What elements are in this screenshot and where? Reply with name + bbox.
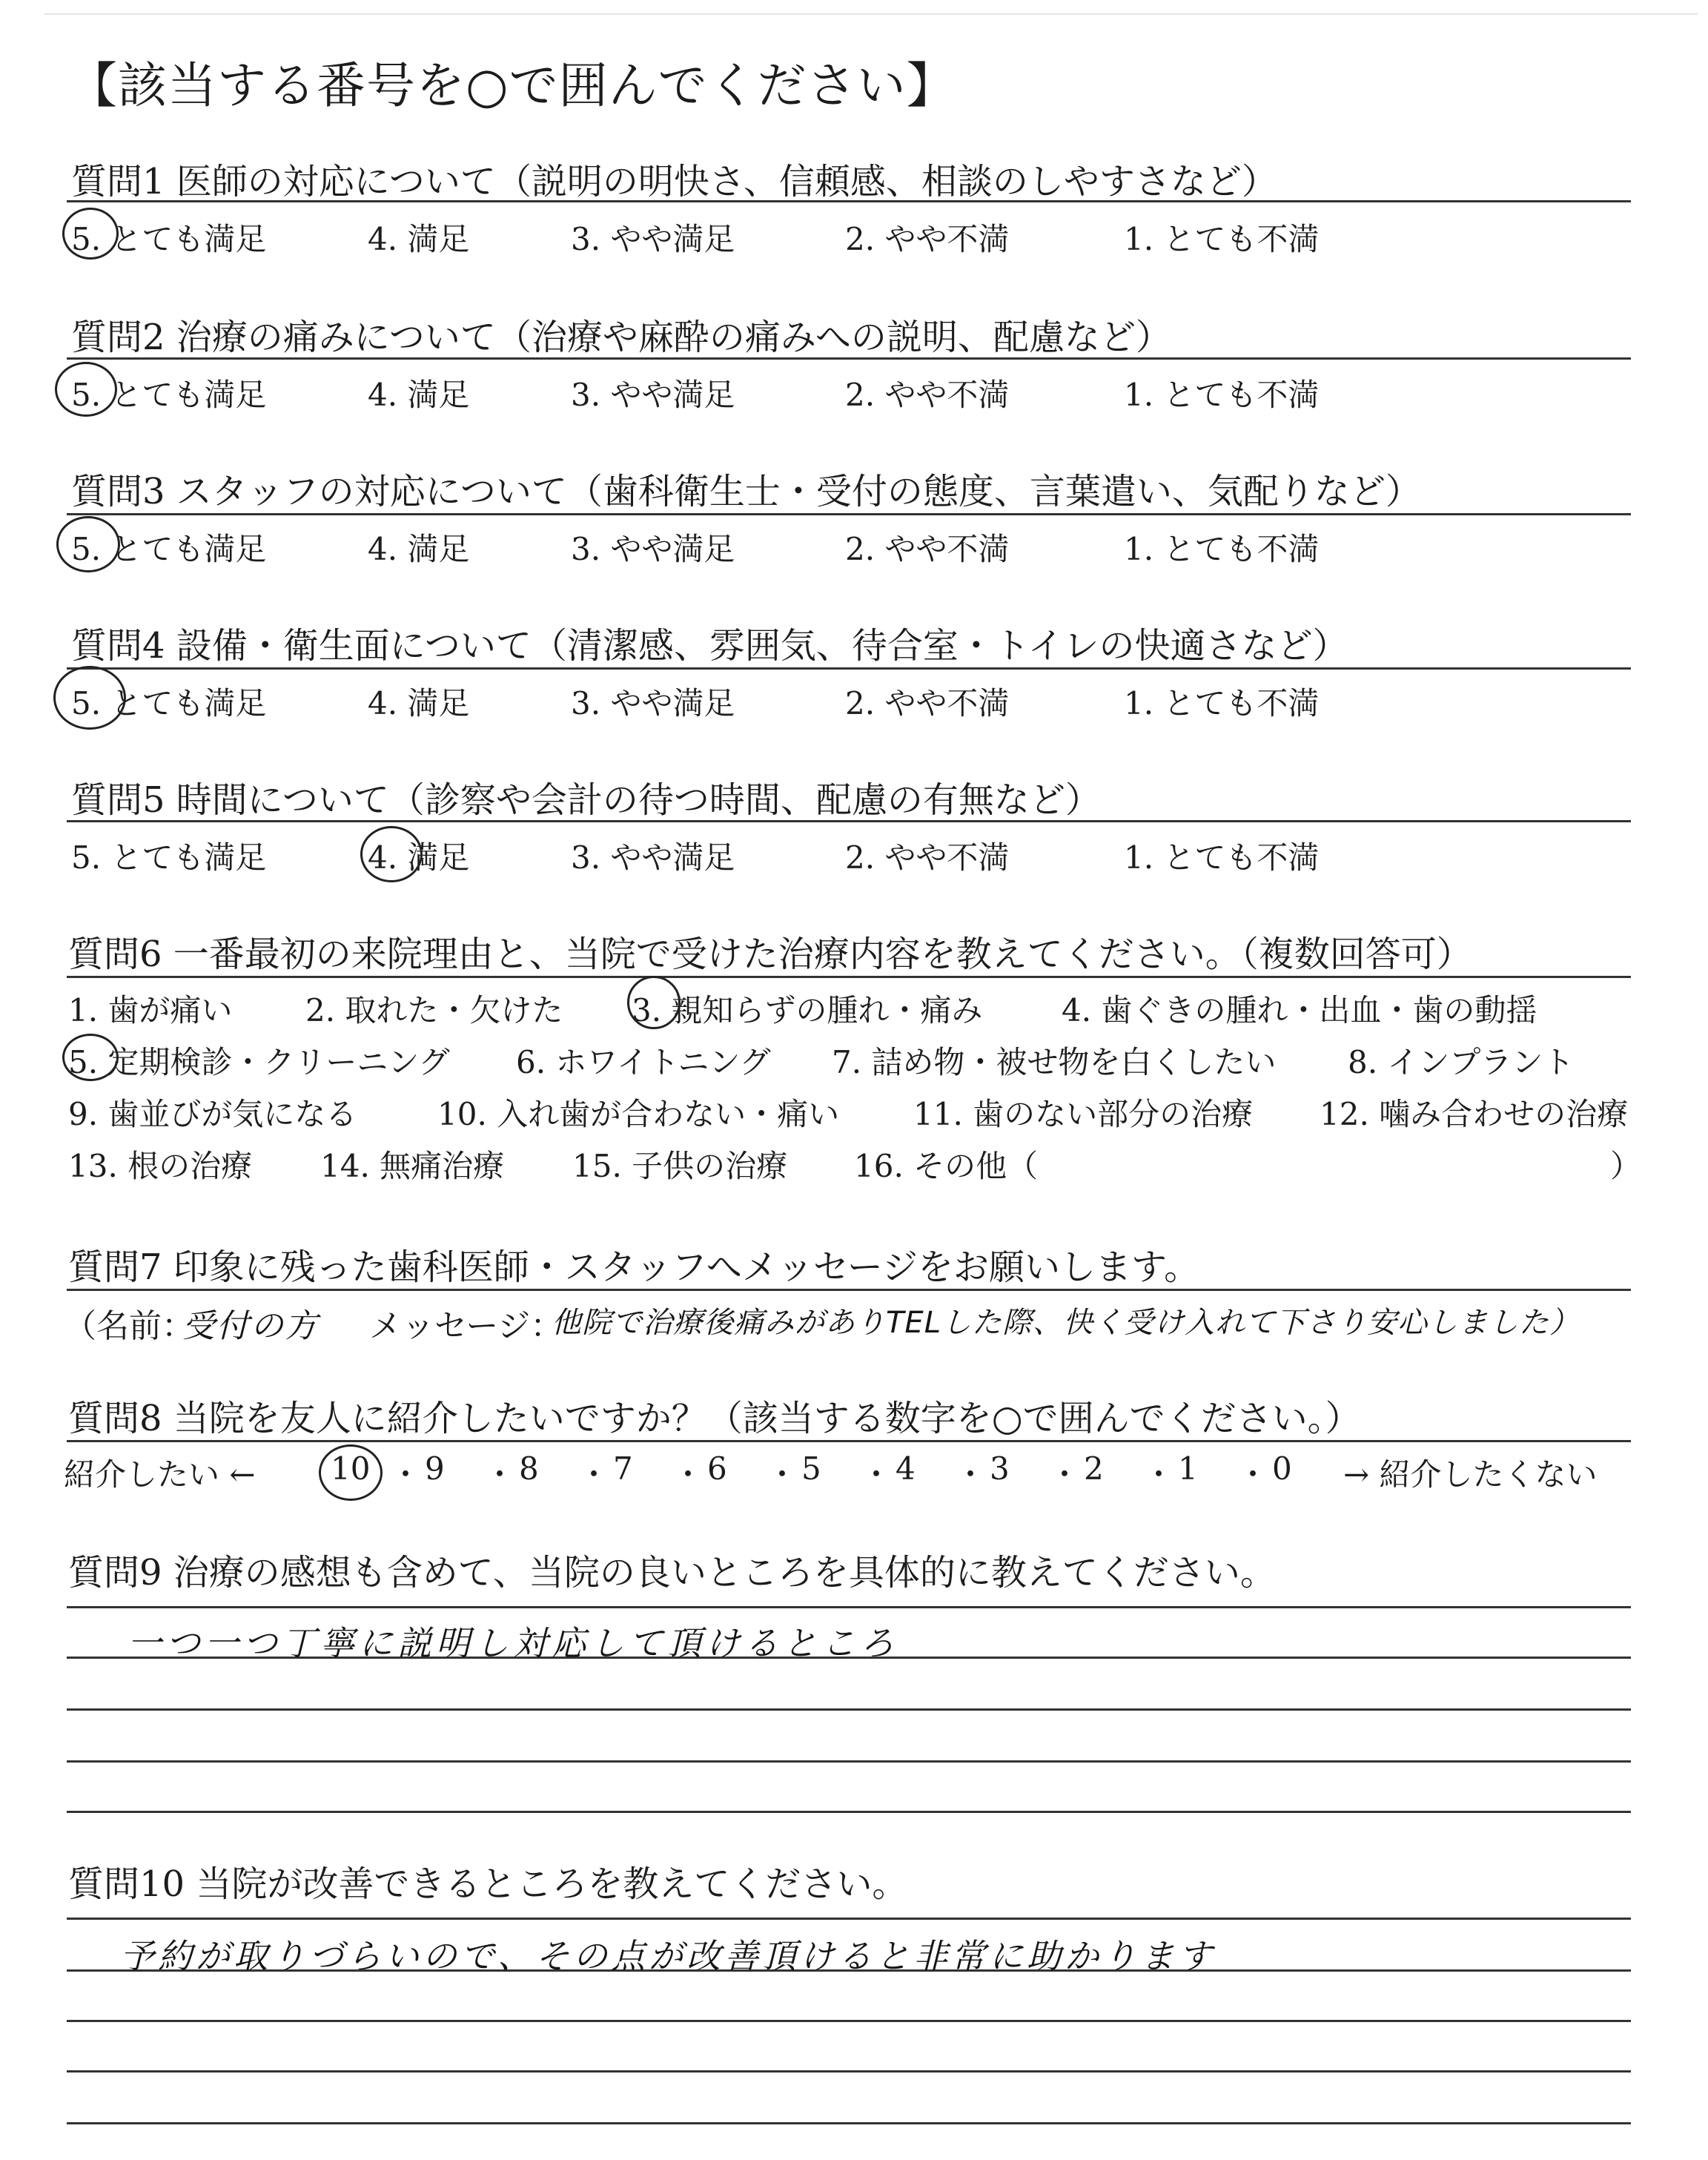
- q6-option-5[interactable]: 5. 定期検診・クリーニング: [68, 1044, 450, 1080]
- q1-option-2[interactable]: 2. やや不満: [845, 221, 1010, 257]
- q8-selected-circle: [319, 1444, 383, 1501]
- q8-scale-separator: ・: [1237, 1456, 1269, 1493]
- q6-option-8[interactable]: 8. インプラント: [1348, 1044, 1575, 1080]
- q6-option-1[interactable]: 1. 歯が痛い: [68, 992, 233, 1028]
- q6-option-4[interactable]: 4. 歯ぐきの腫れ・出血・歯の動揺: [1062, 992, 1537, 1028]
- q8-scale-separator: ・: [390, 1456, 422, 1493]
- q7-rule: [67, 1289, 1631, 1291]
- q4-option-2[interactable]: 2. やや不満: [845, 685, 1010, 721]
- q9-answer[interactable]: 一つ一つ丁寧に説明し対応して頂けるところ: [128, 1623, 898, 1663]
- q3-option-5[interactable]: 5. とても満足: [71, 531, 267, 567]
- q1-title: 質問1 医師の対応について（説明の明快さ、信頼感、相談のしやすさなど）: [71, 161, 1277, 202]
- q8-scale-4[interactable]: 4: [896, 1450, 916, 1487]
- page-heading: 【該当する番号を○で囲んでください】: [68, 57, 956, 114]
- q4-option-1[interactable]: 1. とても不満: [1124, 685, 1320, 721]
- q5-title: 質問5 時間について（診察や会計の待つ時間、配慮の有無など）: [71, 779, 1101, 821]
- q9-line-5: [67, 1811, 1631, 1813]
- q7-message-value[interactable]: 他院で治療後痛みがありTELした際、快く受け入れて下さり安心しました）: [552, 1306, 1580, 1340]
- q2-option-2[interactable]: 2. やや不満: [845, 377, 1010, 413]
- q5-option-4[interactable]: 4. 満足: [368, 839, 470, 876]
- q6-option-16[interactable]: 16. その他（: [854, 1148, 1039, 1184]
- q2-option-5[interactable]: 5. とても満足: [71, 377, 267, 413]
- q5-selected-circle: [360, 826, 423, 882]
- q6-option-7[interactable]: 7. 詰め物・被せ物を白くしたい: [832, 1044, 1277, 1080]
- q4-title: 質問4 設備・衛生面について（清潔感、雰囲気、待合室・トイレの快適さなど）: [71, 625, 1348, 667]
- q10-answer[interactable]: 予約が取りづらいので、その点が改善頂けると非常に助かります: [120, 1936, 1217, 1976]
- q1-rule: [67, 200, 1631, 202]
- q6-option-12[interactable]: 12. 噛み合わせの治療: [1320, 1096, 1629, 1132]
- q6-option-15[interactable]: 15. 子供の治療: [572, 1148, 788, 1184]
- q8-scale-separator: ・: [767, 1456, 798, 1493]
- q6-option-10[interactable]: 10. 入れ歯が合わない・痛い: [437, 1096, 840, 1132]
- q3-title: 質問3 スタッフの対応について（歯科衛生士・受付の態度、言葉遣い、気配りなど）: [71, 471, 1421, 512]
- q2-option-4[interactable]: 4. 満足: [368, 377, 470, 413]
- q10-title: 質問10 当院が改善できるところを教えてください。: [68, 1863, 908, 1905]
- q8-scale-2[interactable]: 2: [1084, 1450, 1104, 1487]
- q6-rule: [67, 976, 1631, 978]
- q8-title: 質問8 当院を友人に紹介したいですか？（該当する数字を○で囲んでください。）: [68, 1398, 1361, 1439]
- q1-option-3[interactable]: 3. やや満足: [571, 221, 735, 257]
- q4-option-4[interactable]: 4. 満足: [368, 685, 470, 721]
- q1-selected-circle: [62, 208, 119, 260]
- q6-option-13[interactable]: 13. 根の治療: [68, 1148, 253, 1184]
- q8-scale-1[interactable]: 1: [1178, 1450, 1198, 1487]
- q7-name-value[interactable]: 受付の方: [182, 1307, 319, 1345]
- q1-option-4[interactable]: 4. 満足: [368, 221, 470, 257]
- q1-option-1[interactable]: 1. とても不満: [1124, 221, 1320, 257]
- q3-option-4[interactable]: 4. 満足: [368, 531, 470, 567]
- q8-scale-10[interactable]: 10: [331, 1450, 371, 1487]
- q4-selected-circle: [53, 666, 126, 730]
- q1-option-5[interactable]: 5. とても満足: [71, 221, 267, 257]
- q8-scale-9[interactable]: 9: [425, 1450, 445, 1487]
- q2-option-1[interactable]: 1. とても不満: [1124, 377, 1320, 413]
- q2-title: 質問2 治療の痛みについて（治療や麻酔の痛みへの説明、配慮など）: [71, 317, 1171, 358]
- q3-option-2[interactable]: 2. やや不満: [845, 531, 1010, 567]
- top-border: [44, 13, 1698, 15]
- q10-line-4: [67, 2070, 1631, 2073]
- q8-scale-3[interactable]: 3: [990, 1450, 1010, 1487]
- q6-option-16-close: ）: [1610, 1148, 1642, 1184]
- q7-title: 質問7 印象に残った歯科医師・スタッフへメッセージをお願いします。: [68, 1246, 1200, 1288]
- q6-option-3[interactable]: 3. 親知らずの腫れ・痛み: [632, 992, 983, 1028]
- q6-option-9[interactable]: 9. 歯並びが気になる: [68, 1096, 357, 1132]
- q9-title: 質問9 治療の感想も含めて、当院の良いところを具体的に教えてください。: [68, 1552, 1276, 1593]
- q2-selected-circle: [55, 362, 117, 417]
- q10-line-5: [67, 2122, 1631, 2124]
- q3-selected-circle: [56, 516, 120, 572]
- q6-option-2[interactable]: 2. 取れた・欠けた: [305, 992, 563, 1028]
- q8-scale-0[interactable]: 0: [1272, 1450, 1292, 1487]
- q6-selected-circle-5: [62, 1034, 119, 1081]
- q10-line-1: [67, 1918, 1631, 1920]
- q5-rule: [67, 820, 1631, 822]
- q5-option-1[interactable]: 1. とても不満: [1124, 839, 1320, 876]
- q10-line-3: [67, 2020, 1631, 2022]
- q9-line-1: [67, 1606, 1631, 1608]
- q6-option-11[interactable]: 11. 歯のない部分の治療: [913, 1096, 1254, 1132]
- q8-scale-separator: ・: [672, 1456, 704, 1493]
- q8-scale-6[interactable]: 6: [707, 1450, 727, 1487]
- q3-option-3[interactable]: 3. やや満足: [571, 531, 735, 567]
- q6-title: 質問6 一番最初の来院理由と、当院で受けた治療内容を教えてください。（複数回答可）: [68, 934, 1472, 975]
- q8-scale-separator: ・: [1049, 1456, 1081, 1493]
- q3-rule: [67, 513, 1631, 515]
- q8-scale-separator: ・: [861, 1456, 893, 1493]
- q6-option-6[interactable]: 6. ホワイトニング: [516, 1044, 771, 1080]
- q3-option-1[interactable]: 1. とても不満: [1124, 531, 1320, 567]
- q4-option-5[interactable]: 5. とても満足: [71, 685, 267, 721]
- q7-name-label: （名前：: [64, 1307, 194, 1345]
- q8-left-label: 紹介したい ←: [64, 1456, 256, 1493]
- q6-selected-circle-3: [627, 976, 681, 1029]
- q5-option-3[interactable]: 3. やや満足: [571, 839, 735, 876]
- q8-scale-separator: ・: [955, 1456, 987, 1493]
- q8-scale-5[interactable]: 5: [801, 1450, 821, 1487]
- q7-message-label: メッセージ：: [369, 1307, 563, 1345]
- q8-scale-separator: ・: [484, 1456, 516, 1493]
- q8-rule: [67, 1440, 1631, 1442]
- q4-rule: [67, 667, 1631, 670]
- q8-scale-separator: ・: [578, 1456, 610, 1493]
- q8-scale-separator: ・: [1143, 1456, 1175, 1493]
- q5-option-5[interactable]: 5. とても満足: [71, 839, 267, 876]
- q5-option-2[interactable]: 2. やや不満: [845, 839, 1010, 876]
- q8-right-label: → 紹介したくない: [1343, 1456, 1598, 1493]
- q8-scale-7[interactable]: 7: [613, 1450, 633, 1487]
- q9-line-4: [67, 1760, 1631, 1763]
- q2-rule: [67, 357, 1631, 360]
- q4-option-3[interactable]: 3. やや満足: [571, 685, 735, 721]
- q8-scale-8[interactable]: 8: [519, 1450, 539, 1487]
- q9-line-3: [67, 1708, 1631, 1711]
- q2-option-3[interactable]: 3. やや満足: [571, 377, 735, 413]
- q6-option-14[interactable]: 14. 無痛治療: [320, 1148, 505, 1184]
